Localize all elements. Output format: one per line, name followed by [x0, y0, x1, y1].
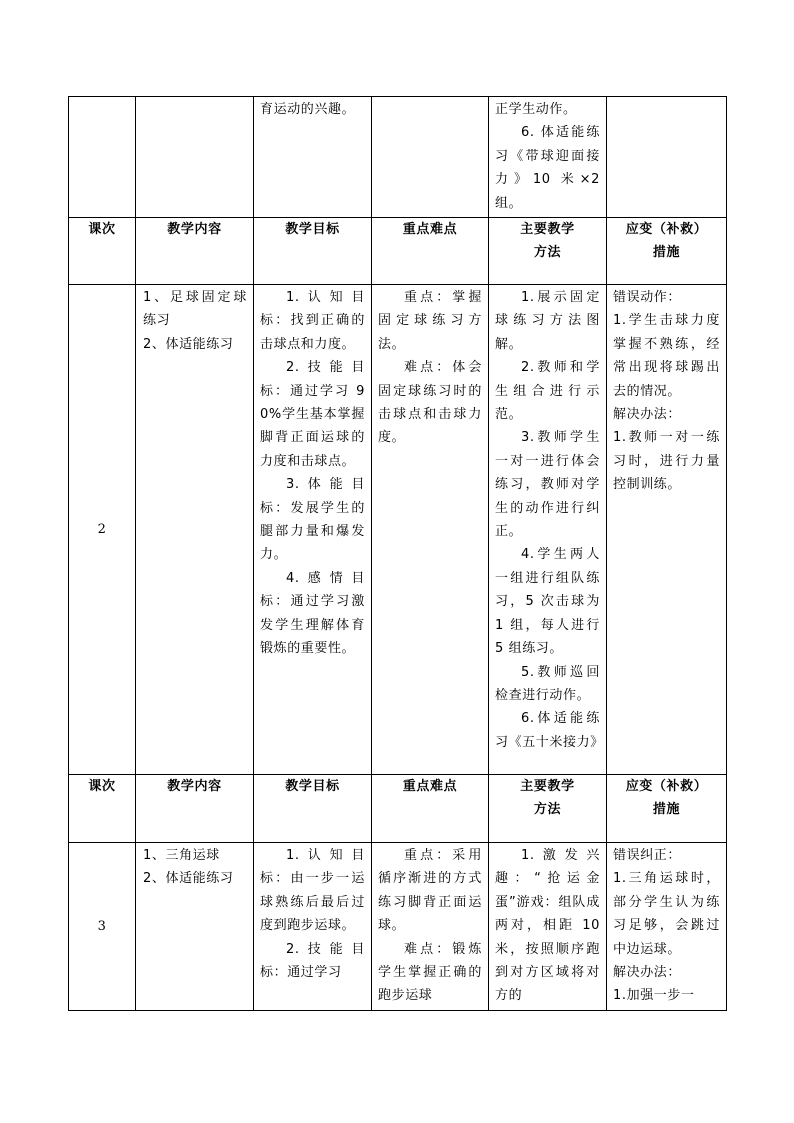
header-remedy: [607, 775, 727, 843]
header-key: 重点难点: [372, 775, 489, 843]
header-method: [489, 775, 607, 843]
goal-item: 2.技能目标：通过学习 90%学生基本掌握脚背正面运球的力度和击球点。: [260, 360, 365, 469]
content-item: 2、体适能练习: [143, 336, 234, 352]
remedy-item: 错误动作：: [613, 290, 682, 305]
header-lesson: 课次: [69, 218, 136, 285]
remedy-item: 1.教师一对一练习时，进行力量控制训练。: [613, 430, 720, 493]
method-item: 3.教师学生一对一进行体会练习，教师对学生的动作进行纠正。: [495, 430, 600, 540]
header-row: [69, 218, 727, 285]
continued-goal-cell: [254, 97, 372, 218]
continued-remedy-cell: [607, 97, 727, 218]
header-method: [489, 218, 607, 285]
lesson2-method-cell: [489, 285, 607, 775]
goal-item: 1.认知目标：找到正确的击球点和力度。: [260, 290, 365, 352]
difficult-point: 难点：体会固定球练习时的击球点和击球力度。: [378, 360, 482, 446]
header-method-line1: 主要教学: [520, 779, 575, 794]
continued-method-cell: [489, 97, 607, 218]
goal-item: 1.认知目标：由一步一运球熟练后最后过度到跑步运球。: [260, 848, 365, 934]
lesson2-goal-cell: [254, 285, 372, 775]
method-item: 5.教师巡回检查进行动作。: [495, 664, 600, 703]
header-goal: 教学目标: [254, 775, 372, 843]
method-item: 4.学生两人一组进行组队练习，5 次击球为 1 组，每人进行 5 组练习。: [495, 547, 600, 657]
header-content: 教学内容: [136, 775, 254, 843]
goal-item: 2.技能目标：通过学习: [260, 941, 365, 981]
header-method-line2: 方法: [533, 802, 562, 818]
method-item: 1.激发兴趣：“抢运金蛋”游戏：组队成两对，相距 10 米，按照顺序跑到对方区域将对方的: [495, 848, 600, 1004]
header-remedy: [607, 218, 727, 285]
lesson3-method-cell: [489, 843, 607, 1011]
remedy-item: 错误纠正：: [613, 848, 682, 863]
lesson-plan-table: [68, 96, 727, 1011]
remedy-item: 1.加强一步一: [613, 988, 695, 1004]
continued-lesson-cell: [69, 97, 136, 218]
header-row: [69, 775, 727, 843]
key-point: 重点：掌握固定球练习方法。: [378, 290, 482, 352]
content-item: 1、足球固定球练习: [143, 290, 247, 329]
header-goal: 教学目标: [254, 218, 372, 285]
header-remedy-line1: 应变（补救）: [625, 779, 708, 794]
header-remedy-line2: 措施: [652, 802, 681, 818]
remedy-item: 解决办法：: [613, 965, 682, 981]
continued-method-text: 正学生动作。: [495, 102, 577, 117]
remedy-item: 解决办法：: [613, 407, 682, 423]
header-method-line2: 方法: [533, 245, 562, 261]
lesson-number: 3: [69, 843, 136, 1011]
lesson3-key-cell: [372, 843, 489, 1011]
method-item: 2.教师和学生组合进行示范。: [495, 360, 600, 423]
lesson2-key-cell: [372, 285, 489, 775]
difficult-point: 难点：锻炼学生掌握正确的跑步运球: [378, 941, 482, 1004]
method-item: 6.体适能练习《五十米接力》: [495, 711, 604, 750]
remedy-item: 1.三角运球时，部分学生认为练习足够，会跳过中边运球。: [613, 871, 720, 957]
continued-key-cell: [372, 97, 489, 218]
goal-item: 4.感情目标：通过学习激发学生理解体育锻炼的重要性。: [260, 570, 365, 657]
header-remedy-line1: 应变（补救）: [625, 222, 708, 237]
lesson3-content-cell: [136, 843, 254, 1011]
lesson2-remedy-cell: [607, 285, 727, 775]
continued-row: [69, 97, 727, 218]
content-item: 1、三角运球: [143, 848, 220, 863]
header-remedy-line2: 措施: [652, 245, 681, 261]
lesson3-goal-cell: [254, 843, 372, 1011]
continued-content-cell: [136, 97, 254, 218]
lesson-row-2: [69, 285, 727, 775]
continued-goal-text: 育运动的兴趣。: [260, 102, 356, 117]
header-method-line1: 主要教学: [520, 222, 575, 237]
key-point: 重点：采用循序渐进的方式练习脚背正面运球。: [378, 848, 482, 934]
remedy-item: 1.学生击球力度掌握不熟练，经常出现将球踢出去的情况。: [613, 313, 720, 399]
lesson2-content-cell: [136, 285, 254, 775]
content-item: 2、体适能练习: [143, 871, 234, 887]
continued-method-item: 6. 体适能练习《带球迎面接力》10 米×2 组。: [495, 125, 600, 211]
goal-item: 3.体能目标：发展学生的腿部力量和爆发力。: [260, 477, 365, 563]
method-item: 1.展示固定球练习方法图解。: [495, 290, 600, 352]
lesson3-remedy-cell: [607, 843, 727, 1011]
header-key: 重点难点: [372, 218, 489, 285]
header-content: 教学内容: [136, 218, 254, 285]
lesson-number: 2: [69, 285, 136, 775]
header-lesson: 课次: [69, 775, 136, 843]
lesson-row-3: [69, 843, 727, 1011]
